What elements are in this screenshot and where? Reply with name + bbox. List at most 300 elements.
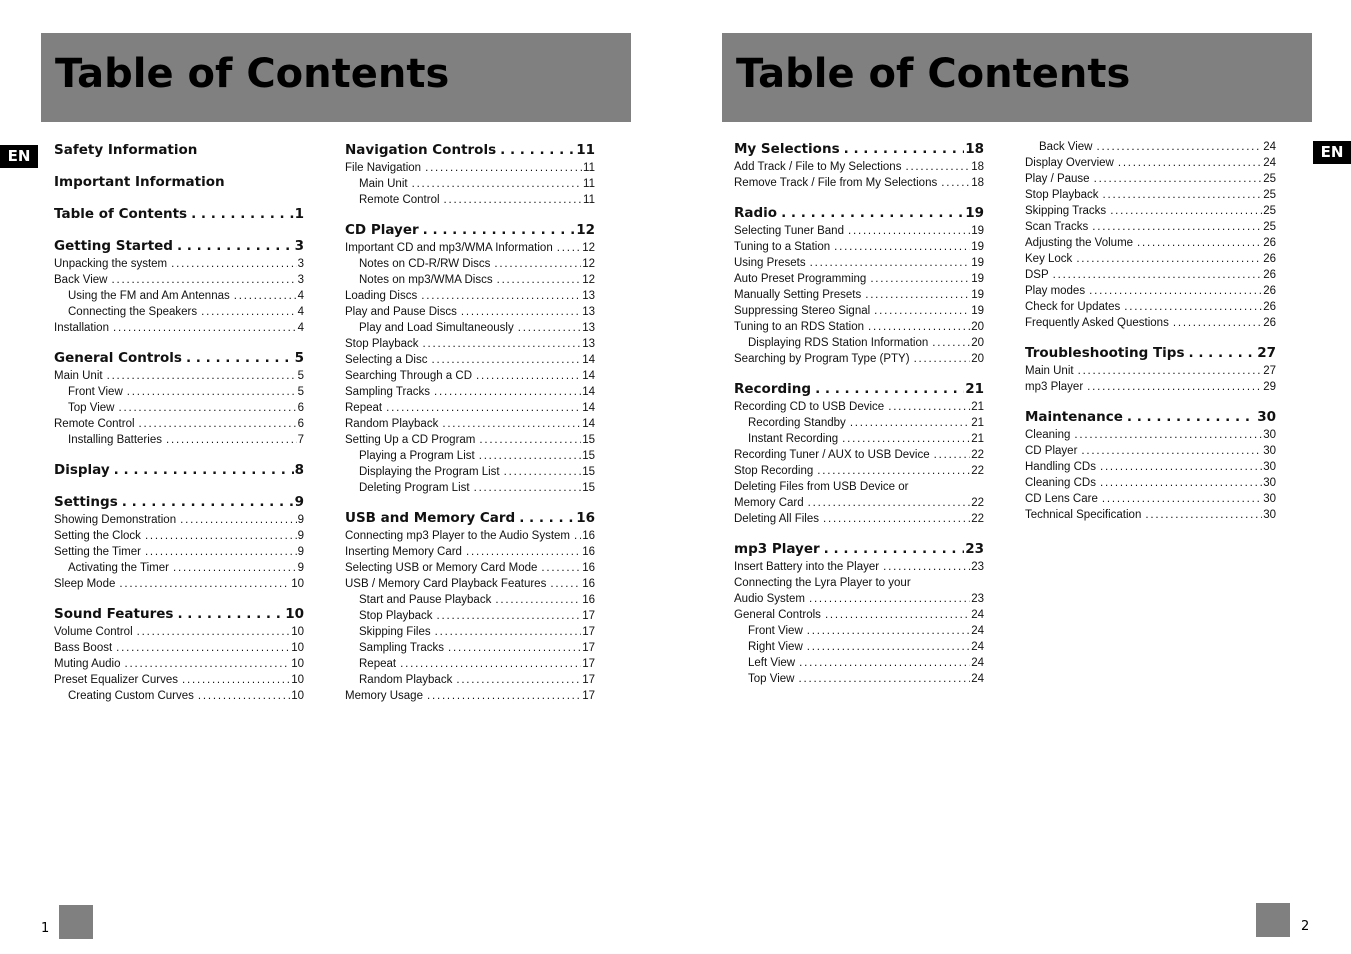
toc-entry-label: Installing Batteries xyxy=(68,434,162,446)
toc-entry-page: 10 xyxy=(291,674,304,686)
toc-leader-dots xyxy=(842,431,970,447)
toc-entry-page: 19 xyxy=(965,205,984,221)
toc-section-heading xyxy=(54,605,304,624)
toc-leader-dots xyxy=(137,624,291,640)
toc-leader-dots xyxy=(1100,475,1262,491)
toc-leader-dots xyxy=(145,528,297,544)
toc-entry-label: Radio xyxy=(734,205,778,221)
toc-entry-page: 25 xyxy=(1263,173,1276,185)
toc-entry-page: 4 xyxy=(297,322,304,334)
toc-entry xyxy=(1025,507,1276,523)
toc-leader-dots xyxy=(479,432,581,448)
toc-leader-dots xyxy=(1087,379,1262,395)
toc-entry xyxy=(734,399,984,415)
toc-leader-dots xyxy=(412,176,582,192)
toc-entry xyxy=(734,623,984,639)
toc-entry-label: Add Track / File to My Selections xyxy=(734,161,902,173)
toc-leader-dots xyxy=(1118,155,1262,171)
toc-entry-label: Main Unit xyxy=(1025,365,1074,377)
toc-entry-page: 29 xyxy=(1263,381,1276,393)
toc-leader-dots xyxy=(1096,139,1262,155)
toc-entry-label: Remove Track / File from My Selections xyxy=(734,177,938,189)
toc-section-heading xyxy=(734,204,984,223)
toc-entry-label: Display xyxy=(54,462,110,478)
toc-entry xyxy=(1025,155,1276,171)
toc-leader-dots xyxy=(809,591,970,607)
toc-entry xyxy=(1025,283,1276,299)
toc-entry-page: 9 xyxy=(294,494,304,510)
toc-entry xyxy=(54,320,304,336)
toc-entry-label: Check for Updates xyxy=(1025,301,1121,313)
toc-entry-label: Auto Preset Programming xyxy=(734,273,867,285)
toc-leader-dots xyxy=(1089,283,1262,299)
toc-entry xyxy=(345,656,595,672)
toc-entry-page: 26 xyxy=(1263,301,1276,313)
left-language-tag: EN xyxy=(0,145,38,168)
toc-entry xyxy=(345,176,595,192)
toc-entry-page: 10 xyxy=(291,690,304,702)
toc-entry-label: Setting the Timer xyxy=(54,546,141,558)
toc-entry-page: 13 xyxy=(582,322,595,334)
toc-entry xyxy=(54,432,304,448)
left-page-title: Table of Contents xyxy=(55,51,450,97)
toc-entry xyxy=(1025,171,1276,187)
toc-entry xyxy=(734,607,984,623)
toc-entry-label: Key Lock xyxy=(1025,253,1073,265)
toc-entry-page: 25 xyxy=(1263,205,1276,217)
toc-section-heading xyxy=(54,205,304,224)
toc-entry-page: 15 xyxy=(582,482,595,494)
toc-entry-label: Insert Battery into the Player xyxy=(734,561,880,573)
toc-entry xyxy=(345,384,595,400)
toc-entry-label: Skipping Tracks xyxy=(1025,205,1107,217)
toc-entry-page: 16 xyxy=(582,530,595,542)
toc-entry-page: 12 xyxy=(582,242,595,254)
toc-leader-dots xyxy=(1094,171,1263,187)
toc-entry xyxy=(734,463,984,479)
toc-entry-page: 12 xyxy=(582,274,595,286)
toc-section-heading xyxy=(54,493,304,512)
toc-entry-label: Activating the Timer xyxy=(68,562,169,574)
toc-entry-page: 15 xyxy=(582,434,595,446)
toc-entry-label: Technical Specification xyxy=(1025,509,1142,521)
toc-entry-label: Play and Pause Discs xyxy=(345,306,457,318)
toc-leader-dots xyxy=(479,448,582,464)
toc-entry-page: 20 xyxy=(971,337,984,349)
toc-entry xyxy=(54,256,304,272)
toc-entry-page: 19 xyxy=(971,289,984,301)
toc-entry xyxy=(54,528,304,544)
toc-entry-label: mp3 Player xyxy=(1025,381,1084,393)
toc-leader-dots xyxy=(431,352,581,368)
toc-entry xyxy=(734,271,984,287)
toc-entry xyxy=(345,528,595,544)
toc-column-4 xyxy=(1025,139,1276,523)
toc-leader-dots xyxy=(442,416,581,432)
toc-entry xyxy=(54,272,304,288)
toc-entry xyxy=(345,576,595,592)
toc-entry xyxy=(734,559,984,575)
toc-entry-label: CD Lens Care xyxy=(1025,493,1098,505)
toc-entry-page: 26 xyxy=(1263,253,1276,265)
toc-leader-dots xyxy=(1102,491,1262,507)
toc-entry-page: 30 xyxy=(1263,477,1276,489)
toc-leader-dots xyxy=(850,415,970,431)
toc-leader-dots xyxy=(834,239,970,255)
toc-entry-page: 6 xyxy=(297,402,304,414)
toc-entry xyxy=(345,544,595,560)
toc-entry-page: 11 xyxy=(583,194,595,206)
toc-entry-label: My Selections xyxy=(734,141,840,157)
toc-leader-dots xyxy=(107,368,297,384)
toc-entry xyxy=(1025,139,1276,155)
toc-leader-dots xyxy=(824,540,965,559)
toc-entry-label: USB / Memory Card Playback Features xyxy=(345,578,547,590)
toc-entry-page: 19 xyxy=(971,241,984,253)
toc-entry-label: Repeat xyxy=(359,658,397,670)
toc-entry-label: Cleaning CDs xyxy=(1025,477,1096,489)
toc-entry-label: Using the FM and Am Antennas xyxy=(68,290,230,302)
toc-entry xyxy=(54,624,304,640)
toc-leader-dots xyxy=(1074,427,1262,443)
toc-leader-dots xyxy=(941,175,970,191)
toc-entry xyxy=(345,304,595,320)
toc-entry-page: 13 xyxy=(582,338,595,350)
toc-entry-page: 19 xyxy=(971,225,984,237)
toc-entry-label: Right View xyxy=(748,641,803,653)
toc-entry-label: Audio System xyxy=(734,593,805,605)
toc-leader-dots xyxy=(113,320,297,336)
toc-entry-page: 25 xyxy=(1263,189,1276,201)
toc-entry xyxy=(345,240,595,256)
toc-entry xyxy=(1025,459,1276,475)
toc-entry-page: 17 xyxy=(582,610,595,622)
toc-entry xyxy=(734,479,984,495)
toc-entry-page: 19 xyxy=(971,257,984,269)
toc-entry-page: 10 xyxy=(285,606,304,622)
toc-entry-label: Suppressing Stereo Signal xyxy=(734,305,871,317)
toc-entry xyxy=(734,447,984,463)
toc-entry xyxy=(1025,187,1276,203)
toc-leader-dots xyxy=(127,384,297,400)
right-language-tag: EN xyxy=(1313,141,1351,164)
toc-leader-dots xyxy=(519,509,575,528)
toc-entry-page: 18 xyxy=(971,177,984,189)
toc-entry-label: Main Unit xyxy=(54,370,103,382)
toc-leader-dots xyxy=(574,528,581,544)
toc-entry xyxy=(734,431,984,447)
toc-entry xyxy=(734,591,984,607)
toc-leader-dots xyxy=(116,640,290,656)
toc-leader-dots xyxy=(815,380,964,399)
toc-leader-dots xyxy=(122,493,294,512)
toc-entry xyxy=(345,688,595,704)
toc-entry xyxy=(734,671,984,687)
toc-entry-label: Using Presets xyxy=(734,257,806,269)
toc-entry-page: 15 xyxy=(582,450,595,462)
toc-entry-label: Getting Started xyxy=(54,238,173,254)
toc-entry-page: 24 xyxy=(971,673,984,685)
toc-entry-page: 16 xyxy=(582,562,595,574)
toc-entry-page: 14 xyxy=(582,402,595,414)
toc-entry xyxy=(345,192,595,208)
toc-entry xyxy=(345,560,595,576)
toc-entry xyxy=(345,480,595,496)
toc-entry-label: Searching Through a CD xyxy=(345,370,472,382)
toc-entry-page: 11 xyxy=(583,162,595,174)
toc-leader-dots xyxy=(932,335,970,351)
toc-entry-page: 22 xyxy=(971,513,984,525)
toc-leader-dots xyxy=(386,400,581,416)
toc-entry xyxy=(734,335,984,351)
toc-entry xyxy=(1025,235,1276,251)
toc-entry-page: 1 xyxy=(294,206,304,222)
toc-entry xyxy=(345,624,595,640)
toc-entry-label: Important Information xyxy=(54,174,225,190)
toc-entry-page: 13 xyxy=(582,290,595,302)
toc-entry-page: 10 xyxy=(291,642,304,654)
toc-entry-label: Tuning to a Station xyxy=(734,241,831,253)
toc-entry-page: 24 xyxy=(1263,141,1276,153)
right-page-header xyxy=(722,33,1312,122)
toc-leader-dots xyxy=(448,640,581,656)
toc-entry-label: Display Overview xyxy=(1025,157,1114,169)
toc-section-heading xyxy=(734,380,984,399)
toc-entry-page: 5 xyxy=(294,350,304,366)
toc-leader-dots xyxy=(118,400,296,416)
toc-leader-dots xyxy=(810,255,971,271)
toc-entry xyxy=(345,320,595,336)
toc-leader-dots xyxy=(518,320,581,336)
toc-entry-page: 12 xyxy=(582,258,595,270)
toc-leader-dots xyxy=(1110,203,1262,219)
toc-leader-dots xyxy=(844,140,965,159)
toc-entry-page: 17 xyxy=(582,674,595,686)
toc-leader-dots xyxy=(1100,459,1262,475)
toc-entry-label: Adjusting the Volume xyxy=(1025,237,1134,249)
toc-entry xyxy=(734,495,984,511)
toc-entry-label: Manually Setting Presets xyxy=(734,289,862,301)
toc-leader-dots xyxy=(934,447,971,463)
toc-entry xyxy=(345,160,595,176)
toc-entry-page: 12 xyxy=(576,222,595,238)
toc-leader-dots xyxy=(500,141,575,160)
toc-entry xyxy=(54,544,304,560)
toc-leader-dots xyxy=(191,205,294,224)
toc-entry xyxy=(734,255,984,271)
toc-entry-label: File Navigation xyxy=(345,162,422,174)
toc-leader-dots xyxy=(423,336,582,352)
toc-entry xyxy=(54,304,304,320)
toc-entry-label: Recording CD to USB Device xyxy=(734,401,885,413)
toc-leader-dots xyxy=(111,272,296,288)
toc-entry xyxy=(345,288,595,304)
toc-leader-dots xyxy=(888,399,970,415)
toc-entry-page: 20 xyxy=(971,321,984,333)
toc-entry xyxy=(54,384,304,400)
toc-entry xyxy=(734,415,984,431)
toc-leader-dots xyxy=(817,463,970,479)
toc-leader-dots xyxy=(883,559,970,575)
toc-leader-dots xyxy=(461,304,581,320)
toc-entry-page: 19 xyxy=(971,273,984,285)
toc-entry-label: Left View xyxy=(748,657,796,669)
toc-entry xyxy=(345,352,595,368)
toc-leader-dots xyxy=(1092,219,1262,235)
toc-entry-page: 9 xyxy=(297,530,304,542)
toc-entry-page: 10 xyxy=(291,658,304,670)
toc-entry-label: Stop Recording xyxy=(734,465,814,477)
toc-entry xyxy=(54,288,304,304)
toc-entry-label: Settings xyxy=(54,494,118,510)
toc-entry-page: 17 xyxy=(582,690,595,702)
toc-leader-dots xyxy=(1076,251,1262,267)
toc-leader-dots xyxy=(823,511,970,527)
toc-entry xyxy=(345,416,595,432)
toc-entry xyxy=(54,368,304,384)
toc-entry-label: Memory Card xyxy=(734,497,804,509)
toc-entry-page: 24 xyxy=(971,657,984,669)
toc-entry xyxy=(345,336,595,352)
toc-entry-page: 14 xyxy=(582,370,595,382)
toc-entry xyxy=(345,368,595,384)
toc-leader-dots xyxy=(400,656,581,672)
toc-entry xyxy=(1025,267,1276,283)
toc-leader-dots xyxy=(1189,344,1257,363)
toc-entry-page: 16 xyxy=(582,578,595,590)
toc-entry-label: Stop Playback xyxy=(345,338,419,350)
toc-entry-page: 17 xyxy=(582,658,595,670)
toc-entry-page: 18 xyxy=(965,141,984,157)
toc-entry-label: Handling CDs xyxy=(1025,461,1096,473)
toc-entry-page: 21 xyxy=(965,381,984,397)
toc-entry-label: Frequently Asked Questions xyxy=(1025,317,1169,329)
toc-leader-dots xyxy=(807,639,970,655)
toc-entry-page: 24 xyxy=(971,641,984,653)
toc-entry-label: Playing a Program List xyxy=(359,450,475,462)
toc-entry-label: Deleting Files from USB Device or xyxy=(734,481,909,493)
toc-entry-label: Sound Features xyxy=(54,606,174,622)
toc-entry-label: Play and Load Simultaneously xyxy=(359,322,514,334)
toc-entry-label: Random Playback xyxy=(345,418,439,430)
left-corner-marker xyxy=(59,905,93,939)
toc-leader-dots xyxy=(435,624,582,640)
toc-entry-page: 21 xyxy=(971,401,984,413)
toc-leader-dots xyxy=(145,544,297,560)
toc-entry-label: Connecting the Lyra Player to your xyxy=(734,577,911,589)
toc-leader-dots xyxy=(495,592,581,608)
toc-entry-label: CD Player xyxy=(345,222,419,238)
toc-leader-dots xyxy=(1081,443,1262,459)
toc-entry-label: Repeat xyxy=(345,402,383,414)
toc-entry xyxy=(1025,251,1276,267)
toc-entry-label: Setting the Clock xyxy=(54,530,141,542)
toc-entry-page: 21 xyxy=(971,433,984,445)
toc-entry-label: Selecting Tuner Band xyxy=(734,225,844,237)
toc-entry-page: 16 xyxy=(582,546,595,558)
toc-leader-dots xyxy=(550,576,581,592)
toc-entry-label: Cleaning xyxy=(1025,429,1071,441)
toc-leader-dots xyxy=(177,605,284,624)
toc-entry-label: USB and Memory Card xyxy=(345,510,516,526)
toc-entry xyxy=(345,640,595,656)
toc-column-3 xyxy=(734,140,984,687)
toc-entry-label: Notes on mp3/WMA Discs xyxy=(359,274,493,286)
toc-entry-page: 30 xyxy=(1263,429,1276,441)
toc-entry-page: 26 xyxy=(1263,269,1276,281)
toc-entry-label: Important CD and mp3/WMA Information xyxy=(345,242,553,254)
toc-leader-dots xyxy=(1137,235,1262,251)
toc-entry-page: 13 xyxy=(582,306,595,318)
toc-section-heading xyxy=(54,237,304,256)
toc-entry-page: 7 xyxy=(297,434,304,446)
toc-entry-page: 23 xyxy=(971,593,984,605)
toc-leader-dots xyxy=(201,304,296,320)
toc-leader-dots xyxy=(494,256,581,272)
toc-leader-dots xyxy=(1078,363,1263,379)
toc-entry-label: Unpacking the system xyxy=(54,258,168,270)
toc-entry-page: 16 xyxy=(582,594,595,606)
toc-entry xyxy=(1025,219,1276,235)
toc-section-heading xyxy=(345,221,595,240)
toc-entry-page: 4 xyxy=(297,306,304,318)
toc-section-heading xyxy=(54,173,304,192)
toc-entry xyxy=(54,672,304,688)
right-corner-marker xyxy=(1256,903,1290,937)
toc-leader-dots xyxy=(1053,267,1263,283)
toc-entry-label: Connecting mp3 Player to the Audio System xyxy=(345,530,571,542)
toc-leader-dots xyxy=(166,432,297,448)
toc-column-2 xyxy=(345,141,595,704)
toc-entry-label: Inserting Memory Card xyxy=(345,546,462,558)
toc-leader-dots xyxy=(180,512,297,528)
toc-entry-page: 9 xyxy=(297,562,304,574)
toc-entry-page: 21 xyxy=(971,417,984,429)
toc-entry-label: Maintenance xyxy=(1025,409,1123,425)
toc-entry xyxy=(345,448,595,464)
toc-entry-page: 10 xyxy=(291,578,304,590)
toc-leader-dots xyxy=(541,560,581,576)
toc-entry xyxy=(1025,315,1276,331)
toc-entry xyxy=(54,400,304,416)
toc-entry-label: Preset Equalizer Curves xyxy=(54,674,178,686)
toc-entry-page: 25 xyxy=(1263,221,1276,233)
toc-entry-label: Front View xyxy=(68,386,123,398)
toc-entry-label: Installation xyxy=(54,322,109,334)
toc-column-1 xyxy=(54,141,304,704)
toc-entry xyxy=(54,640,304,656)
toc-entry xyxy=(734,511,984,527)
toc-leader-dots xyxy=(466,544,581,560)
toc-entry-page: 20 xyxy=(971,353,984,365)
left-page-number: 1 xyxy=(41,921,50,936)
toc-section-heading xyxy=(54,461,304,480)
toc-section-heading xyxy=(54,141,304,160)
toc-leader-dots xyxy=(808,495,971,511)
toc-section-heading xyxy=(734,540,984,559)
toc-section-heading xyxy=(345,141,595,160)
toc-entry-label: Memory Usage xyxy=(345,690,423,702)
toc-leader-dots xyxy=(807,623,970,639)
toc-leader-dots xyxy=(474,480,582,496)
toc-entry xyxy=(54,656,304,672)
toc-leader-dots xyxy=(870,271,970,287)
toc-entry xyxy=(345,400,595,416)
toc-entry-label: Displaying RDS Station Information xyxy=(748,337,929,349)
toc-entry-label: Recording Standby xyxy=(748,417,846,429)
toc-entry xyxy=(345,592,595,608)
toc-entry-page: 22 xyxy=(971,465,984,477)
